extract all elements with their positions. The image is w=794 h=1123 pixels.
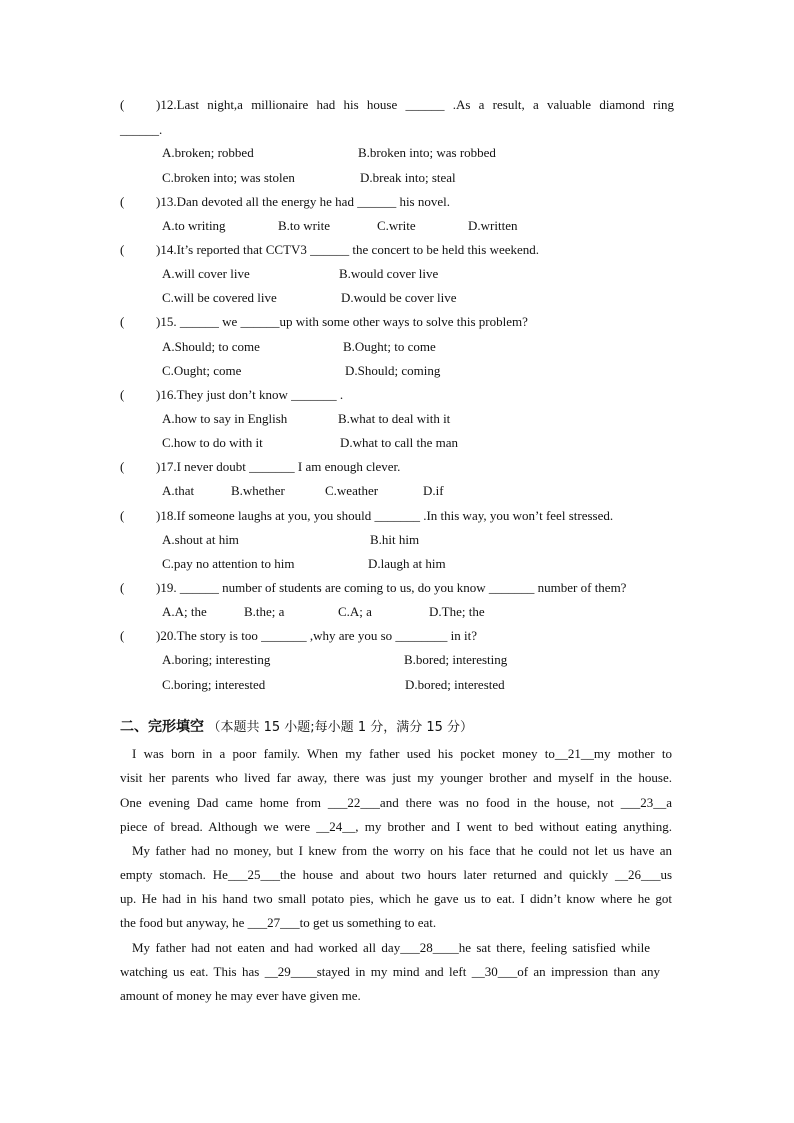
answer-paren-open: ( <box>120 628 125 643</box>
question-15-option-c[interactable]: C.Ought; come <box>162 363 242 378</box>
question-19-option-a[interactable]: A.A; the <box>162 604 207 619</box>
answer-paren-open: ( <box>120 194 125 209</box>
answer-paren-open: ( <box>120 508 125 523</box>
question-12-option-b[interactable]: B.broken into; was robbed <box>358 145 496 160</box>
question-20-option-d[interactable]: D.bored; interested <box>405 677 505 692</box>
question-18-option-c[interactable]: C.pay no attention to him <box>162 556 295 571</box>
passage-line-9: My father had not eaten and had worked all day___28____he sat there, feeling satisfied while <box>132 940 650 955</box>
question-14-stem <box>120 242 680 258</box>
question-16-stem <box>120 387 680 403</box>
answer-paren-open: ( <box>120 97 125 112</box>
question-17-option-b[interactable]: B.whether <box>231 483 285 498</box>
question-18-text: )18.If someone laughs at you, you should _______ .In this way, you won’t feel stressed. <box>156 508 614 523</box>
question-17-option-c[interactable]: C.weather <box>325 483 379 498</box>
question-20-option-c[interactable]: C.boring; interested <box>162 677 266 692</box>
question-13-stem <box>120 194 680 210</box>
question-12-text: )12.Last night,a millionaire had his house ______ .As a result, a valuable diamond ring <box>156 97 674 112</box>
question-17-option-a[interactable]: A.that <box>162 483 195 498</box>
passage-line-3: One evening Dad came home from ___22___and there was no food in the house, not ___23__a <box>120 795 672 810</box>
section-2-heading <box>120 718 473 737</box>
question-13-option-b[interactable]: B.to write <box>278 218 330 233</box>
question-12-option-c[interactable]: C.broken into; was stolen <box>162 170 295 185</box>
question-15-option-b[interactable]: B.Ought; to come <box>343 339 436 354</box>
question-18-option-a[interactable]: A.shout at him <box>162 532 239 547</box>
question-15-stem <box>120 314 680 330</box>
answer-paren-open: ( <box>120 387 125 402</box>
question-19-text: )19. ______ number of students are coming to us, do you know _______ number of them? <box>156 580 627 595</box>
question-16-option-c[interactable]: C.how to do with it <box>162 435 263 450</box>
question-18-option-d[interactable]: D.laugh at him <box>368 556 446 571</box>
section-2-title: 二、完形填空 <box>120 719 204 735</box>
question-12-stem-continuation: ______. <box>120 122 163 137</box>
question-16-option-d[interactable]: D.what to call the man <box>340 435 459 450</box>
question-20-stem <box>120 628 680 644</box>
question-13-option-a[interactable]: A.to writing <box>162 218 226 233</box>
question-16-option-a[interactable]: A.how to say in English <box>162 411 288 426</box>
question-12-stem <box>120 97 674 113</box>
question-20-option-b[interactable]: B.bored; interesting <box>404 652 508 667</box>
passage-line-5: My father had no money, but I knew from the worry on his face that he could not let us have an <box>132 843 672 858</box>
passage-line-7: up. He had in his hand two small potato pies, which he gave us to eat. I didn’t know where he got <box>120 891 672 906</box>
question-14-option-c[interactable]: C.will be covered live <box>162 290 277 305</box>
question-19-stem <box>120 580 680 596</box>
question-19-option-b[interactable]: B.the; a <box>244 604 285 619</box>
question-14-option-a[interactable]: A.will cover live <box>162 266 250 281</box>
question-14-option-b[interactable]: B.would cover live <box>339 266 439 281</box>
question-16-option-b[interactable]: B.what to deal with it <box>338 411 451 426</box>
question-19-option-c[interactable]: C.A; a <box>338 604 372 619</box>
question-12-option-d[interactable]: D.break into; steal <box>360 170 456 185</box>
section-2-scoring-note: （本题共 15 小题;每小题 1 分，满分 15 分） <box>207 720 474 735</box>
passage-line-10: watching us eat. This has __29____stayed in my mind and left __30___of an impression than any <box>120 964 660 979</box>
question-17-option-d[interactable]: D.if <box>423 483 444 498</box>
question-16-text: )16.They just don’t know _______ . <box>156 387 344 402</box>
question-19-option-d[interactable]: D.The; the <box>429 604 485 619</box>
passage-line-1: I was born in a poor family. When my father used his pocket money to__21__my mother to <box>132 746 672 761</box>
question-13-option-d[interactable]: D.written <box>468 218 518 233</box>
question-18-option-b[interactable]: B.hit him <box>370 532 420 547</box>
question-18-stem <box>120 508 680 524</box>
passage-line-8: the food but anyway, he ___27___to get us something to eat. <box>120 915 437 930</box>
question-13-option-c[interactable]: C.write <box>377 218 416 233</box>
answer-paren-open: ( <box>120 580 125 595</box>
question-20-option-a[interactable]: A.boring; interesting <box>162 652 271 667</box>
question-15-text: )15. ______ we ______up with some other ways to solve this problem? <box>156 314 528 329</box>
passage-line-11: amount of money he may ever have given me. <box>120 988 361 1003</box>
answer-paren-open: ( <box>120 314 125 329</box>
question-15-option-d[interactable]: D.Should; coming <box>345 363 441 378</box>
question-17-stem <box>120 459 680 475</box>
passage-line-2: visit her parents who lived far away, there was just my younger brother and myself in the house. <box>120 770 672 785</box>
question-15-option-a[interactable]: A.Should; to come <box>162 339 260 354</box>
question-17-text: )17.I never doubt _______ I am enough clever. <box>156 459 401 474</box>
passage-line-6: empty stomach. He___25___the house and about two hours later returned and quickly __26___us <box>120 867 672 882</box>
question-12-option-a[interactable]: A.broken; robbed <box>162 145 254 160</box>
answer-paren-open: ( <box>120 459 125 474</box>
question-20-text: )20.The story is too _______ ,why are you so ________ in it? <box>156 628 477 643</box>
question-14-text: )14.It’s reported that CCTV3 ______ the concert to be held this weekend. <box>156 242 540 257</box>
passage-line-4: piece of bread. Although we were __24__, my brother and I went to bed without eating anything. <box>120 819 672 834</box>
answer-paren-open: ( <box>120 242 125 257</box>
question-13-text: )13.Dan devoted all the energy he had ______ his novel. <box>156 194 450 209</box>
question-14-option-d[interactable]: D.would be cover live <box>341 290 457 305</box>
